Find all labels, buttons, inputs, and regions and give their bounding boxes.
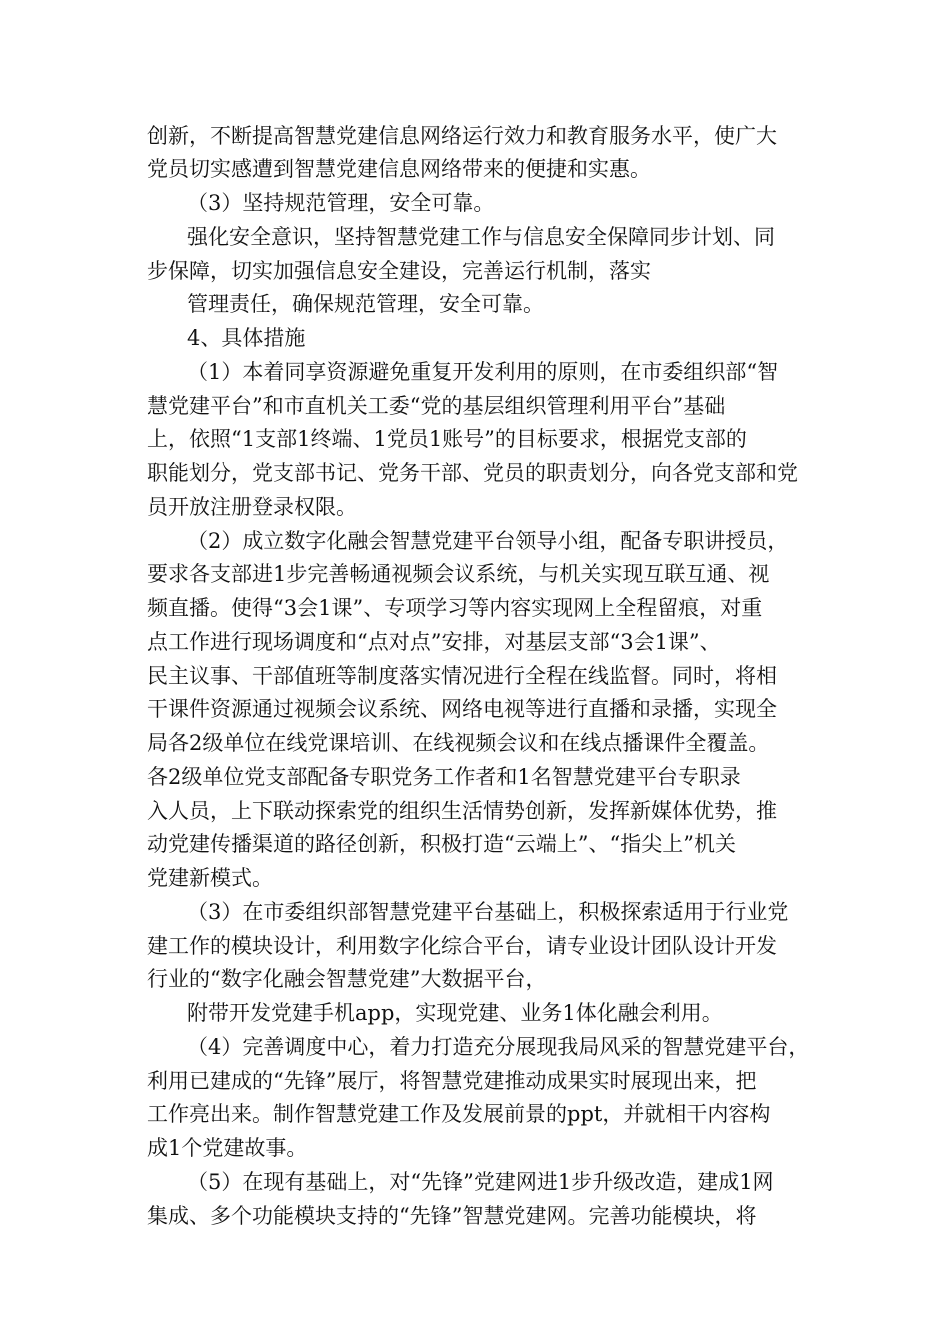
text-line: 党员切实感遭到智慧党建信息网络带来的便捷和实惠。 — [147, 157, 651, 181]
text-line: 动党建传播渠道的路径创新，积极打造“云端上”、“指尖上”机关 — [147, 832, 736, 856]
text-line: 上，依照“1支部1终端、1党员1账号”的目标要求，根据党支部的 — [147, 427, 747, 451]
text-line: 要求各支部进1步完善畅通视频会议系统，与机关实现互联互通、视 — [147, 562, 770, 586]
text-line: 民主议事、干部值班等制度落实情况进行全程在线监督。同时，将相 — [147, 664, 777, 688]
section-heading: 4、具体措施 — [187, 326, 306, 350]
text-line: 各2级单位党支部配备专职党务工作者和1名智慧党建平台专职录 — [147, 765, 741, 789]
text-line: 成1个党建故事。 — [147, 1136, 308, 1160]
text-line: 行业的“数字化融会智慧党建”大数据平台， — [147, 967, 547, 991]
text-line: （2）成立数字化融会智慧党建平台领导小组，配备专职讲授员， — [187, 529, 789, 553]
text-line: 步保障，切实加强信息安全建设，完善运行机制，落实 — [147, 259, 651, 283]
text-line: （4）完善调度中心，着力打造充分展现我局风采的智慧党建平台， — [187, 1035, 810, 1059]
text-line: 入人员，上下联动探索党的组织生活情势创新，发挥新媒体优势，推 — [147, 799, 777, 823]
text-line: 党建新模式。 — [147, 866, 273, 890]
text-line: 管理责任，确保规范管理，安全可靠。 — [187, 292, 544, 316]
text-line: 集成、多个功能模块支持的“先锋”智慧党建网。完善功能模块，将 — [147, 1204, 757, 1228]
text-line: 职能划分，党支部书记、党务干部、党员的职责划分，向各党支部和党 — [147, 461, 798, 485]
text-line: 强化安全意识，坚持智慧党建工作与信息安全保障同步计划、同 — [187, 225, 775, 249]
text-line: （3）在市委组织部智慧党建平台基础上，积极探索适用于行业党 — [187, 900, 789, 924]
text-line: 利用已建成的“先锋”展厅，将智慧党建推动成果实时展现出来，把 — [147, 1069, 757, 1093]
text-line: 频直播。使得“3会1课”、专项学习等内容实现网上全程留痕，对重 — [147, 596, 763, 620]
text-line: （5）在现有基础上，对“先锋”党建网进1步升级改造，建成1网 — [187, 1170, 774, 1194]
text-line: 员开放注册登录权限。 — [147, 495, 357, 519]
text-line: 建工作的模块设计，利用数字化综合平台，请专业设计团队设计开发 — [147, 934, 777, 958]
text-line: 干课件资源通过视频会议系统、网络电视等进行直播和录播，实现全 — [147, 697, 777, 721]
text-line: 工作亮出来。制作智慧党建工作及发展前景的ppt，并就相干内容构 — [147, 1102, 771, 1126]
text-line: 局各2级单位在线党课培训、在线视频会议和在线点播课件全覆盖。 — [147, 731, 770, 755]
text-line: 慧党建平台”和市直机关工委“党的基层组织管理利用平台”基础 — [147, 394, 726, 418]
text-line: 创新，不断提高智慧党建信息网络运行效力和教育服务水平，使广大 — [147, 124, 777, 148]
section-heading: （3）坚持规范管理，安全可靠。 — [187, 191, 495, 215]
text-line: 附带开发党建手机app，实现党建、业务1体化融会利用。 — [187, 1001, 723, 1025]
text-line: （1）本着同享资源避免重复开发利用的原则，在市委组织部“智 — [187, 360, 779, 384]
text-line: 点工作进行现场调度和“点对点”安排，对基层支部“3会1课”、 — [147, 630, 721, 654]
